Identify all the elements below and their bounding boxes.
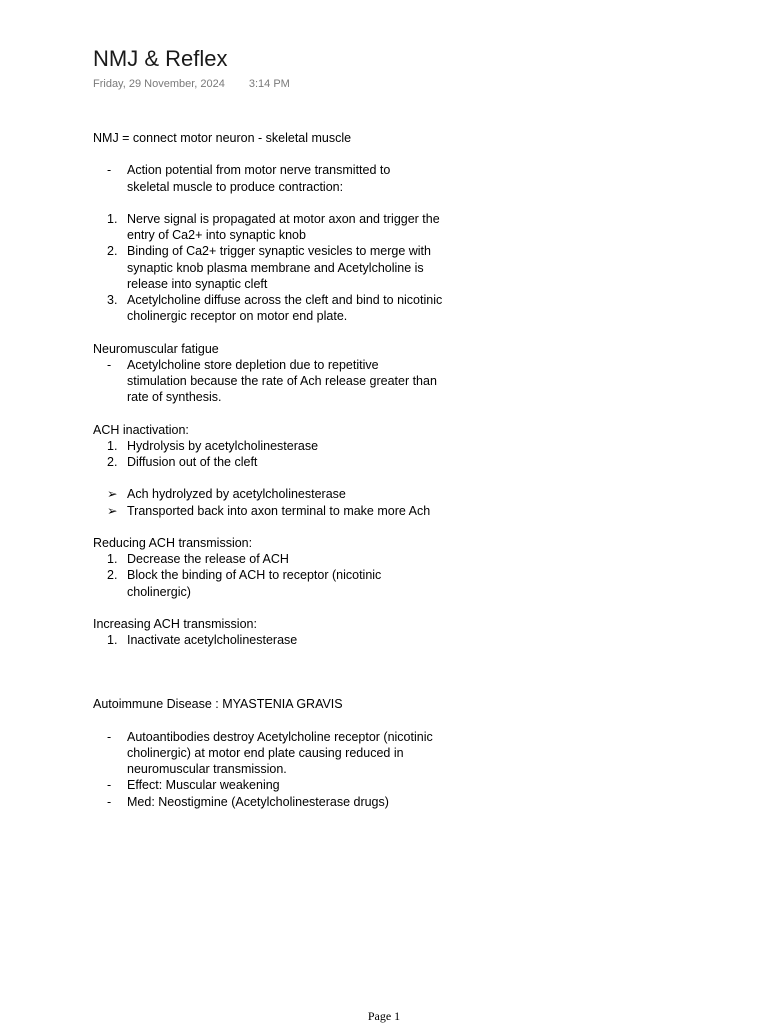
text-line: Med: Neostigmine (Acetylcholinesterase drugs)	[127, 794, 389, 809]
text-line: Action potential from motor nerve transmitted to	[127, 163, 391, 178]
inactivation-arrow-list	[93, 486, 473, 518]
increasing-steps-list	[93, 632, 473, 648]
list-item	[93, 486, 473, 502]
page-date: Friday, 29 November, 2024	[93, 78, 225, 90]
list-marker: 1.	[107, 633, 118, 648]
list-marker: ➢	[107, 487, 118, 502]
list-item	[93, 438, 473, 454]
list-item	[93, 211, 473, 243]
text-line: Block the binding of ACH to receptor (nicotinic	[127, 568, 382, 583]
text-line: cholinergic) at motor end plate causing reduced in	[127, 745, 404, 760]
list-item	[93, 632, 473, 648]
reducing-steps-list	[93, 551, 473, 600]
list-item-text	[127, 551, 473, 567]
list-marker: 2.	[107, 455, 118, 469]
list-item-text	[127, 794, 473, 810]
list-marker: -	[107, 163, 112, 178]
text-line: skeletal muscle to produce contraction:	[127, 179, 344, 194]
list-item	[93, 454, 473, 470]
list-marker: ➢	[107, 503, 118, 518]
list-item	[93, 162, 473, 194]
text-line: Transported back into axon terminal to make more Ach	[127, 503, 431, 518]
list-item	[93, 777, 473, 793]
text-line: Nerve signal is propagated at motor axon and trigger the	[127, 211, 440, 226]
list-item	[93, 729, 473, 778]
nmj-steps-list	[93, 211, 473, 324]
text-line: cholinergic)	[127, 584, 191, 599]
page-time: 3:14 PM	[248, 78, 290, 90]
list-item-text	[127, 567, 473, 599]
text-line: entry of Ca2+ into synaptic knob	[127, 228, 306, 243]
text-line: Effect: Muscular weakening	[127, 778, 280, 793]
page-title: NMJ & Reflex	[93, 46, 228, 71]
text-line: Acetylcholine store depletion due to repetitive	[127, 357, 379, 372]
list-marker: -	[107, 794, 112, 809]
text-line: Autoantibodies destroy Acetylcholine receptor (nicotinic	[127, 729, 433, 744]
text-line: Hydrolysis by acetylcholinesterase	[127, 438, 319, 453]
list-marker: 1.	[107, 552, 118, 567]
text-line: stimulation because the rate of Ach release greater than	[127, 374, 437, 388]
page-timestamp	[93, 77, 290, 91]
text-line: Binding of Ca2+ trigger synaptic vesicles to merge with	[127, 244, 431, 259]
list-marker: -	[107, 729, 112, 744]
text-line: cholinergic receptor on motor end plate.	[127, 309, 348, 324]
list-item-text	[127, 503, 473, 519]
list-item-text	[127, 438, 473, 454]
list-marker: -	[107, 778, 112, 793]
note-body	[93, 130, 473, 810]
section-heading-reducing: Reducing ACH transmission:	[93, 535, 253, 550]
text-line: neuromuscular transmission.	[127, 762, 287, 777]
list-item	[93, 551, 473, 567]
section-heading-nmj: NMJ = connect motor neuron - skeletal muscle	[93, 131, 352, 145]
list-item-text	[127, 243, 473, 292]
text-line: Decrease the release of ACH	[127, 552, 289, 567]
section-heading-fatigue: Neuromuscular fatigue	[93, 341, 219, 356]
list-item-text	[127, 454, 473, 470]
list-item-text	[127, 486, 473, 502]
text-line: synaptic knob plasma membrane and Acetylcholine is	[127, 260, 424, 275]
list-item-text	[127, 632, 473, 648]
list-item-text	[127, 729, 473, 778]
list-marker: 2.	[107, 568, 118, 583]
list-item-text	[127, 777, 473, 793]
list-marker: 1.	[107, 211, 118, 226]
text-line: release into synaptic cleft	[127, 276, 268, 291]
list-item-text	[127, 292, 473, 324]
page-footer: Page 1	[367, 1009, 401, 1023]
list-item	[93, 503, 473, 519]
list-marker: 2.	[107, 244, 118, 259]
list-item-text	[127, 211, 473, 243]
list-marker: -	[107, 357, 112, 372]
inactivation-steps-list	[93, 438, 473, 470]
list-item	[93, 794, 473, 810]
list-item	[93, 357, 473, 406]
list-item-text	[127, 162, 473, 194]
text-line: Ach hydrolyzed by acetylcholinesterase	[127, 487, 346, 502]
text-line: Diffusion out of the cleft	[127, 455, 258, 469]
text-line: rate of synthesis.	[127, 390, 222, 405]
list-item	[93, 567, 473, 599]
section-heading-autoimmune: Autoimmune Disease : MYASTENIA GRAVIS	[93, 697, 343, 712]
text-line: Inactivate acetylcholinesterase	[127, 633, 298, 648]
fatigue-bullet-list	[93, 357, 473, 406]
nmj-bullet-list	[93, 162, 473, 194]
list-item-text	[127, 357, 473, 406]
section-heading-increasing: Increasing ACH transmission:	[93, 616, 257, 631]
list-marker: 3.	[107, 293, 118, 307]
list-item	[93, 243, 473, 292]
text-line: Acetylcholine diffuse across the cleft and bind to nicotinic	[127, 293, 443, 307]
section-heading-inactivation: ACH inactivation:	[93, 422, 189, 437]
autoimmune-bullet-list	[93, 729, 473, 810]
list-marker: 1.	[107, 438, 118, 453]
list-item	[93, 292, 473, 324]
